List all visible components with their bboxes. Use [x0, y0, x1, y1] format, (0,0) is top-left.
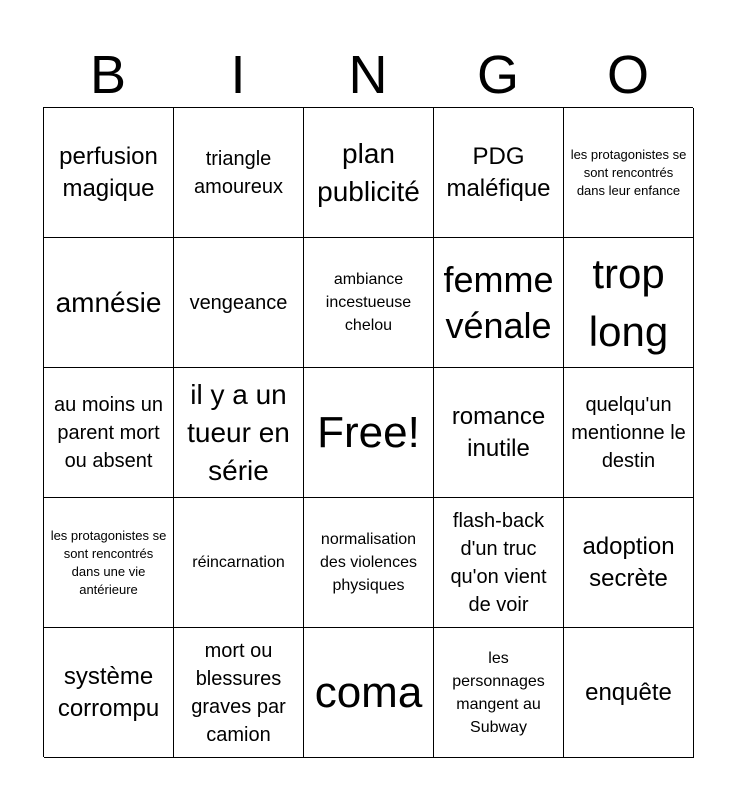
header-letter-i: I	[230, 45, 246, 105]
header-letter-o: O	[606, 45, 649, 105]
bingo-cell[interactable]	[564, 498, 694, 628]
cell-text: adoption secrète	[582, 532, 675, 592]
bingo-cell[interactable]	[44, 368, 174, 498]
bingo-cell[interactable]	[304, 108, 434, 238]
bingo-cell[interactable]	[564, 238, 694, 368]
cell-text: système corrompu	[57, 662, 160, 722]
free-space-text: Free!	[317, 407, 420, 457]
bingo-cell[interactable]	[564, 108, 694, 238]
bingo-cell[interactable]	[174, 238, 304, 368]
cell-text: PDG maléfique	[446, 142, 551, 202]
bingo-cell[interactable]	[434, 238, 564, 368]
cell-text: quelqu'un mentionne le destin	[571, 393, 686, 472]
cell-text: plan publicité	[317, 137, 420, 207]
bingo-cell-free[interactable]	[304, 368, 434, 498]
cell-text: coma	[314, 667, 423, 717]
cell-text: les protagonistes se sont rencontrés dans une vie antérieure	[50, 527, 167, 597]
bingo-cell[interactable]	[44, 238, 174, 368]
cell-text: les personnages mangent au Subway	[452, 649, 545, 736]
cell-text: amnésie	[55, 286, 162, 318]
cell-text: ambiance incestueuse chelou	[325, 271, 412, 334]
cell-text: romance inutile	[451, 402, 546, 462]
bingo-cell[interactable]	[304, 238, 434, 368]
cell-text: les protagonistes se sont rencontrés dans leur enfance	[570, 146, 687, 198]
cell-text: au moins un parent mort ou absent	[54, 393, 163, 472]
bingo-cell[interactable]	[434, 628, 564, 758]
cell-text: flash-back d'un truc qu'on vient de voir	[450, 509, 547, 616]
bingo-cell[interactable]	[434, 498, 564, 628]
header-letter-n: N	[348, 45, 388, 105]
cell-text: enquête	[585, 678, 672, 706]
bingo-cell[interactable]	[44, 628, 174, 758]
cell-text: mort ou blessures graves par camion	[191, 639, 286, 746]
bingo-cell[interactable]	[174, 108, 304, 238]
cell-text: perfusion magique	[59, 142, 158, 202]
bingo-cell[interactable]	[44, 498, 174, 628]
header-letter-b: B	[89, 45, 127, 105]
bingo-header	[43, 40, 693, 110]
bingo-cell[interactable]	[174, 368, 304, 498]
bingo-cell[interactable]	[174, 498, 304, 628]
cell-text: réincarnation	[192, 554, 285, 571]
cell-text: trop long	[588, 249, 669, 355]
bingo-cell[interactable]	[304, 498, 434, 628]
bingo-grid	[43, 107, 693, 757]
bingo-cell[interactable]	[434, 108, 564, 238]
bingo-cell[interactable]	[44, 108, 174, 238]
cell-text: il y a un tueur en série	[187, 378, 290, 486]
cell-text: femme vénale	[443, 258, 554, 346]
cell-text: triangle amoureux	[194, 147, 283, 198]
bingo-cell[interactable]	[564, 628, 694, 758]
bingo-cell[interactable]	[564, 368, 694, 498]
bingo-cell[interactable]	[304, 628, 434, 758]
bingo-cell[interactable]	[434, 368, 564, 498]
cell-text: vengeance	[189, 291, 288, 314]
cell-text: normalisation des violences physiques	[320, 531, 417, 594]
header-letter-g: G	[476, 45, 519, 105]
bingo-cell[interactable]	[174, 628, 304, 758]
